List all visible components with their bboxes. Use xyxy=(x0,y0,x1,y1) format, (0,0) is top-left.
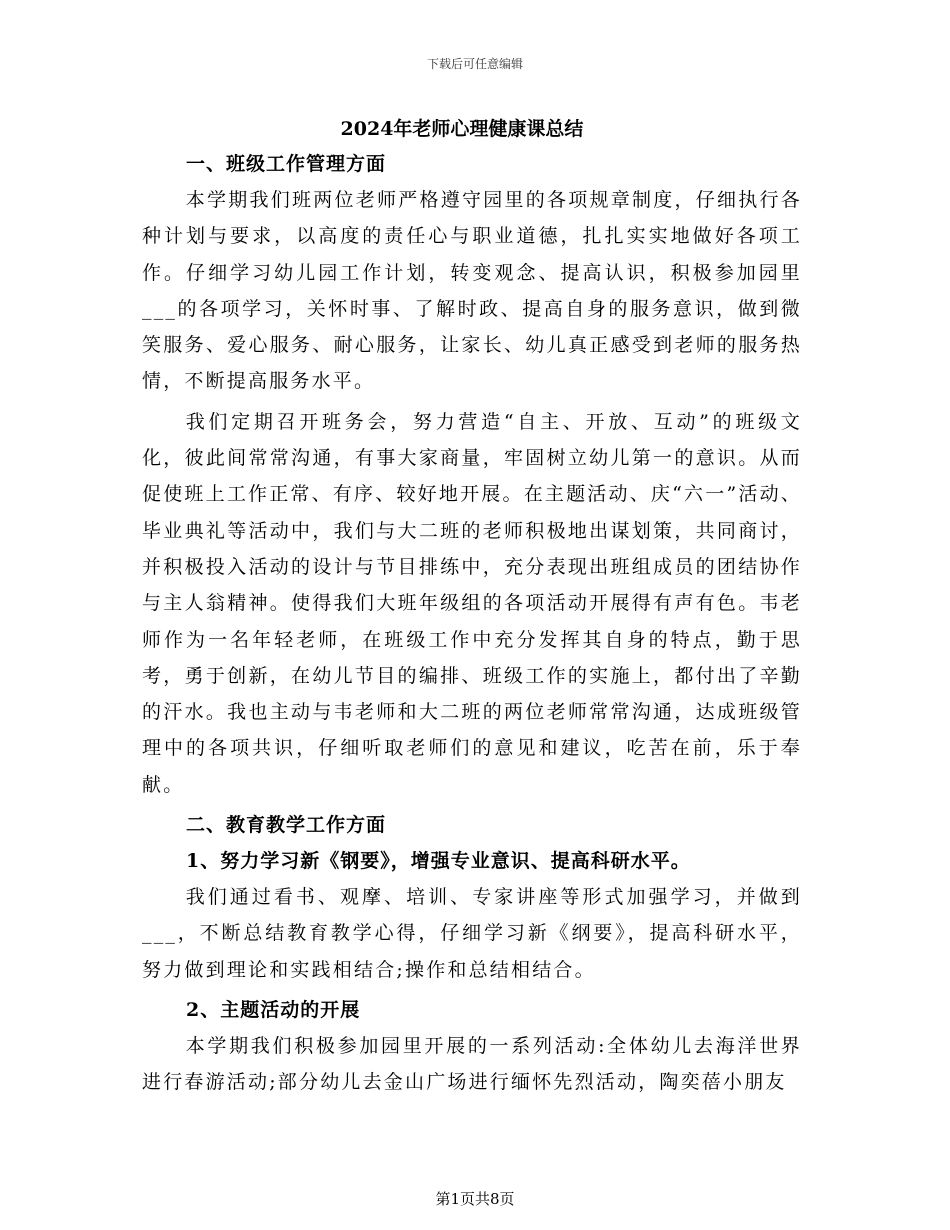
paragraph-4: 本学期我们积极参加园里开展的一系列活动:全体幼儿去海洋世界进行春游活动;部分幼儿去金山广场进行缅怀先烈活动，陶奕蓓小朋友 xyxy=(142,1034,802,1094)
subsection-heading-1: 1、努力学习新《钢要》，增强专业意识、提高科研水平。 xyxy=(186,850,691,873)
section-heading-2: 二、教育教学工作方面 xyxy=(186,814,387,837)
paragraph-3: 我们通过看书、观摩、培训、专家讲座等形式加强学习，并做到___，不断总结教育教学心得，仔细学习新《纲要》，提高科研水平，努力做到理论和实践相结合;操作和总结相结合。 xyxy=(142,886,802,981)
paragraph-2: 我们定期召开班务会，努力营造“自主、开放、互动”的班级文化，彼此间常常沟通，有事大家商量，牢固树立幼儿第一的意识。从而促使班上工作正常、有序、较好地开展。在主题活动、庆“六一”活动、毕业典礼等活动中，我们与大二班的老师积极地出谋划策，共同商讨，并积极投入活动的设计与节目排练中，充分表现出班组成员的团结协作与主人翁精神。使得我们大班年级组的各项活动开展得有声有色。韦老师作为一名年轻老师，在班级工作中充分发挥其自身的特点，勤于思考，勇于创新，在幼儿节目的编排、班级工作的实施上，都付出了辛勤的汗水。我也主动与韦老师和大二班的两位老师常常沟通，达成班级管理中的各项共识，仔细听取老师们的意见和建议，吃苦在前，乐于奉献。 xyxy=(142,410,802,796)
document-title: 2024年老师心理健康课总结 xyxy=(340,118,584,140)
page-footer: 第1页共8页 xyxy=(435,1190,515,1208)
page-header: 下载后可任意编辑 xyxy=(426,57,523,71)
document-body xyxy=(142,112,802,1101)
section-heading-1: 一、班级工作管理方面 xyxy=(186,153,387,175)
subsection-heading-2: 2、主题活动的开展 xyxy=(186,998,361,1021)
paragraph-1: 本学期我们班两位老师严格遵守园里的各项规章制度，仔细执行各种计划与要求，以高度的责任心与职业道德，扎扎实实地做好各项工作。仔细学习幼儿园工作计划，转变观念、提高认识，积极参加园里___的各项学习，关怀时事、了解时政、提高自身的服务意识，做到微笑服务、爱心服务、耐心服务，让家长、幼儿真正感受到老师的服务热情，不断提高服务水平。 xyxy=(142,189,802,393)
